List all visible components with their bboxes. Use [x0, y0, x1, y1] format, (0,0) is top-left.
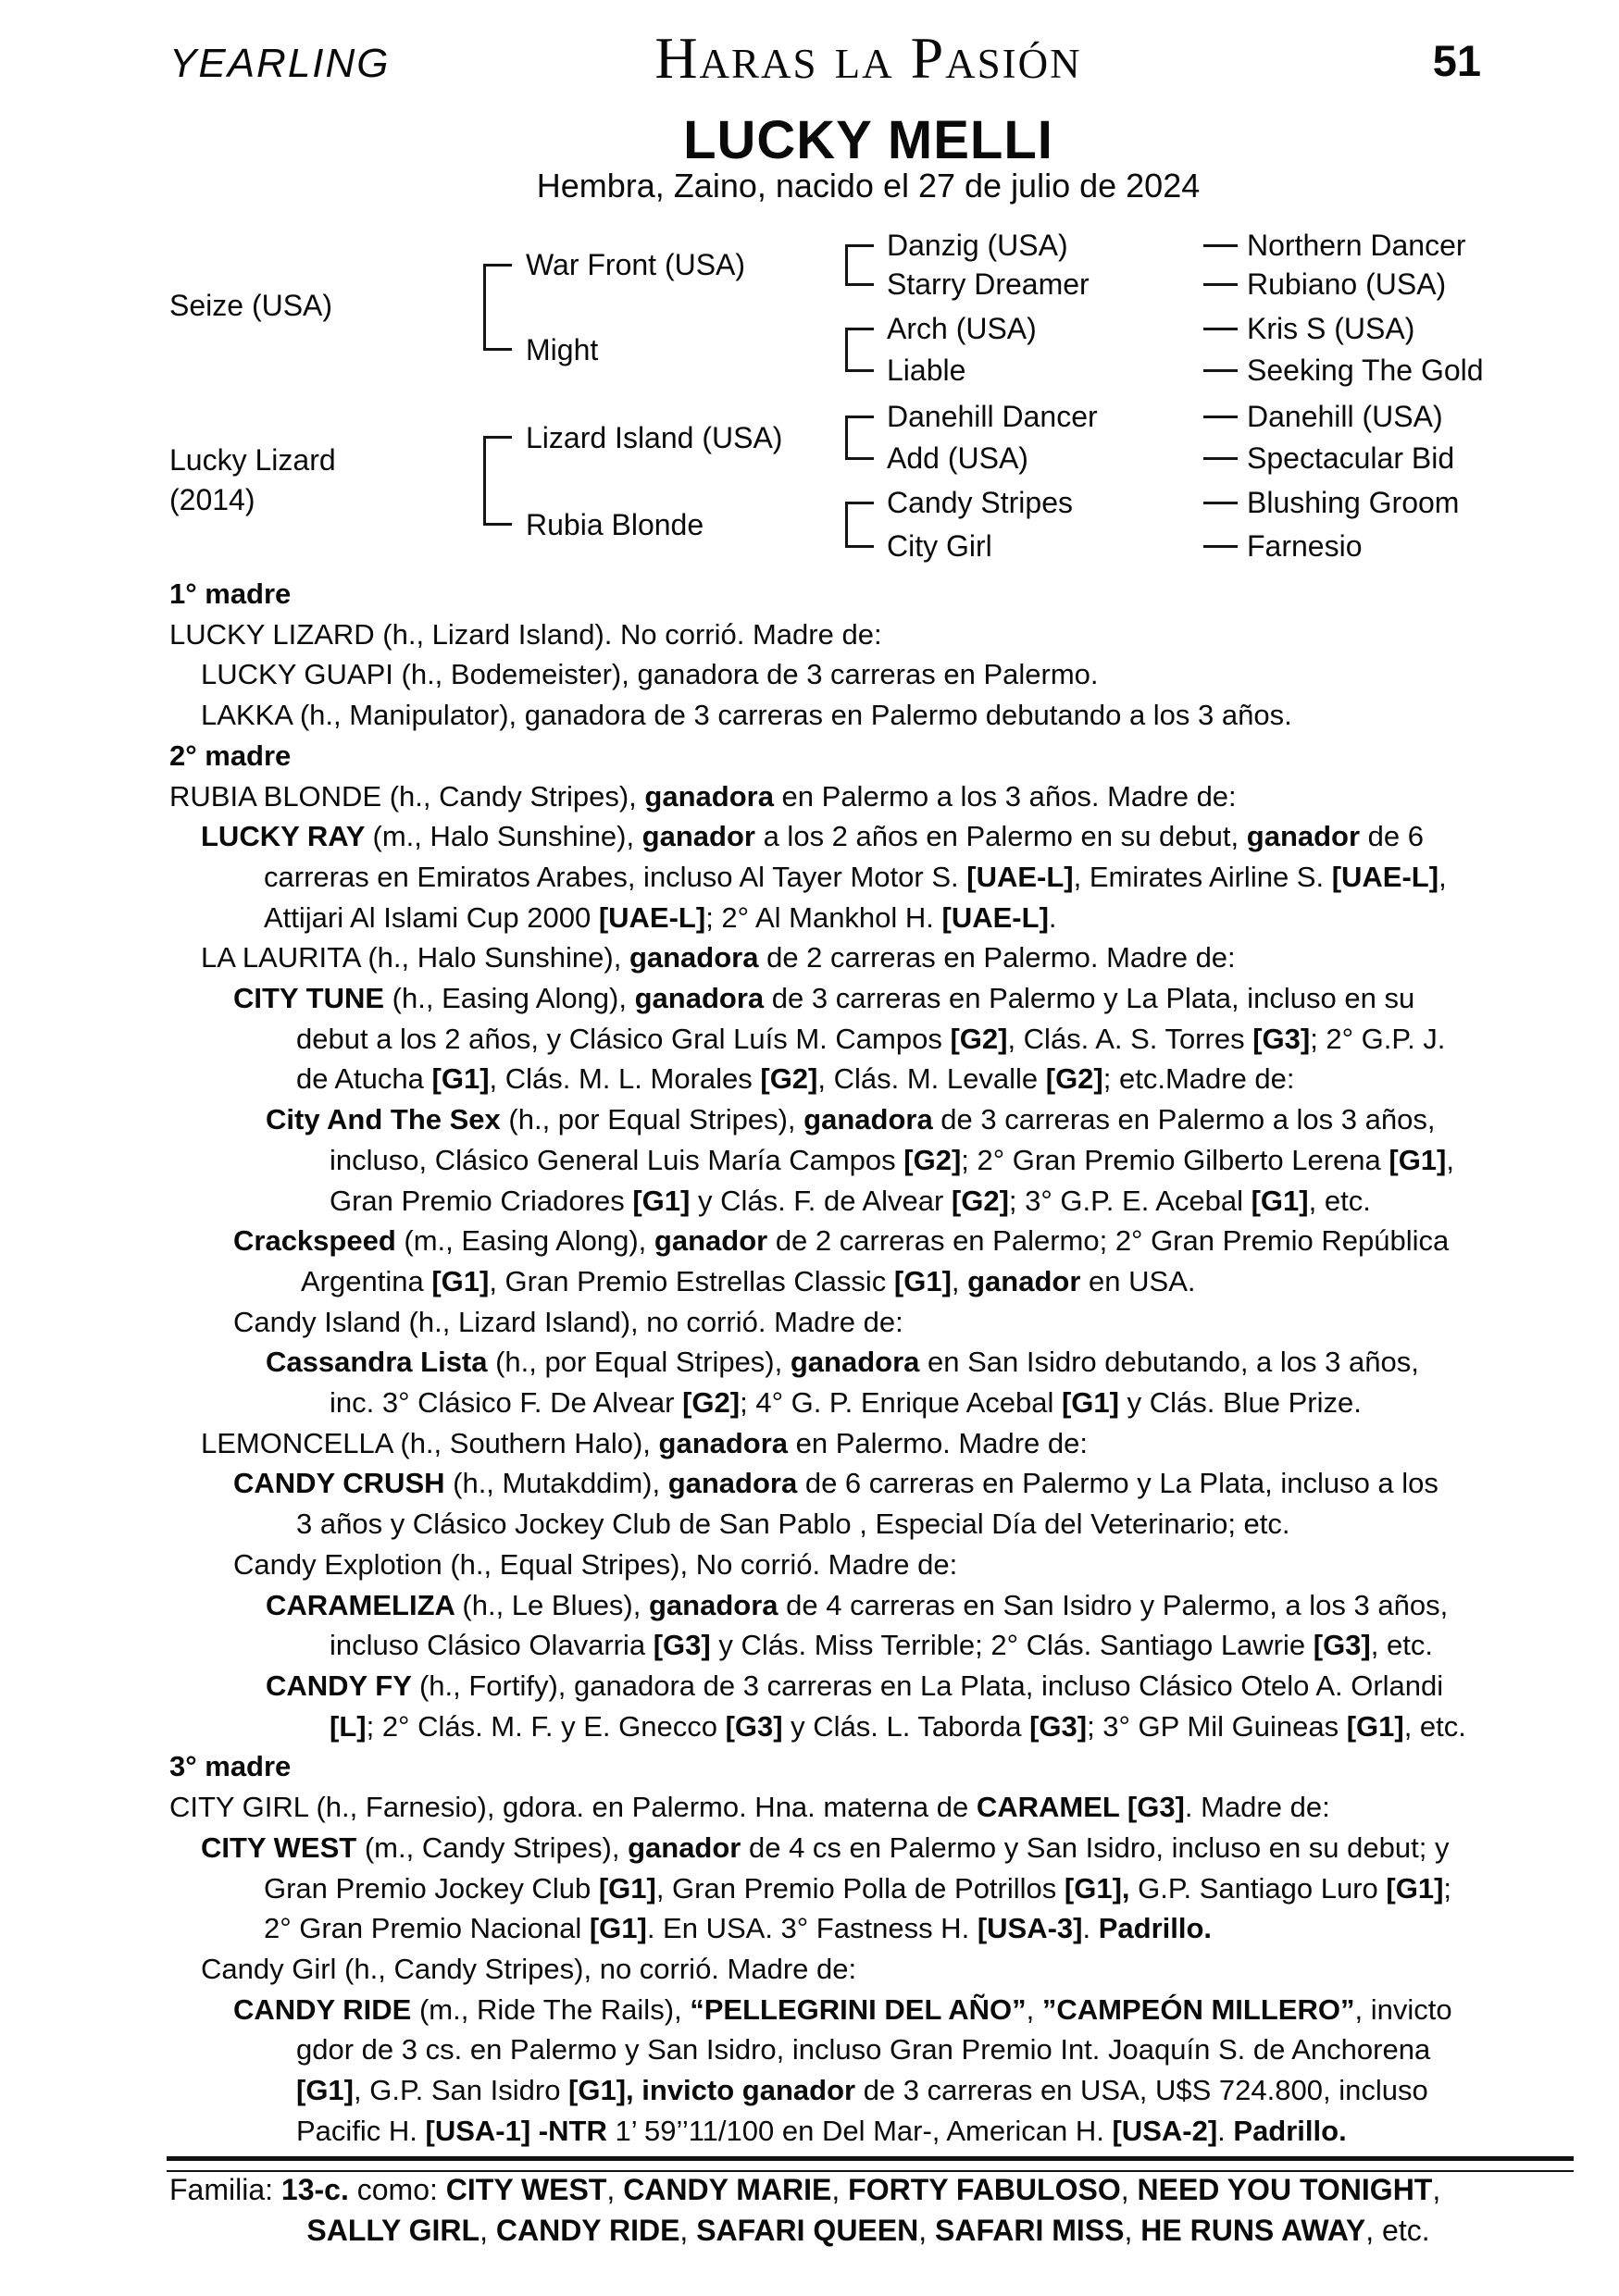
text-segment: de 2 carreras en Palermo. Madre de: — [758, 941, 1236, 974]
text-segment: [L] — [330, 1709, 367, 1743]
text-segment: , — [1120, 2173, 1138, 2206]
text-segment: [G1] — [598, 1871, 656, 1905]
bracket-line — [845, 416, 848, 458]
text-segment: ganadora — [803, 1103, 933, 1136]
dash-line — [1203, 416, 1238, 418]
text-segment: ganadora — [790, 1346, 920, 1379]
text-segment: en USA. — [1080, 1264, 1196, 1297]
text-segment: incluso, Clásico General Luis María Campos — [330, 1143, 904, 1176]
body-line — [296, 1059, 1595, 1099]
text-segment: Crackspeed — [233, 1224, 405, 1258]
text-segment: [G3] — [725, 1709, 783, 1743]
text-segment: , — [1026, 1992, 1042, 2026]
text-segment: y Clás. F. de Alvear — [690, 1184, 952, 1217]
body-line — [330, 1625, 1595, 1666]
pedigree-name: War Front (USA) — [526, 248, 746, 281]
text-segment: [UAE-L] — [966, 860, 1074, 893]
body-line — [201, 937, 1595, 978]
text-segment: 3 años y Clásico Jockey Club de San Pablo , Especial Día del Veterinario; etc. — [296, 1508, 1290, 1541]
text-segment: , invicto — [1354, 1992, 1452, 2026]
text-segment: Attijari Al Islami Cup 2000 — [264, 900, 599, 934]
text-segment: [G2] — [682, 1386, 741, 1420]
page-number: 51 — [1432, 36, 1481, 85]
bracket-line — [483, 438, 486, 525]
text-segment: Cassandra Lista — [266, 1346, 496, 1379]
text-segment: [G1], — [1064, 1871, 1130, 1905]
text-segment: , Gran Premio Polla de Potrillos — [655, 1871, 1065, 1905]
body-line — [233, 1221, 1595, 1261]
text-segment: NEED YOU TONIGHT — [1137, 2173, 1433, 2206]
text-segment: , — [1438, 860, 1447, 893]
text-segment: Candy Explotion (h., Equal Stripes), No corrió. Madre de: — [233, 1547, 958, 1581]
text-segment: , — [679, 2214, 697, 2247]
dash-line — [1203, 328, 1238, 330]
text-segment: [USA-3] — [977, 1912, 1083, 1945]
text-segment: [G1] — [1389, 1143, 1447, 1176]
text-segment: [G2] — [950, 1022, 1008, 1055]
text-segment: . Madre de: — [1184, 1791, 1330, 1824]
bracket-tick — [845, 545, 874, 548]
text-segment: [G3] — [1313, 1629, 1371, 1662]
text-segment: (h., por Equal Stripes), — [508, 1103, 804, 1136]
body-line — [296, 2111, 1595, 2152]
body-line — [233, 1545, 1595, 1585]
text-segment: [G1] — [1061, 1386, 1119, 1420]
pedigree-name: Starry Dreamer — [887, 267, 1090, 301]
text-segment: como: — [348, 2173, 446, 2206]
text-segment: . — [1048, 900, 1057, 934]
body-line — [233, 1990, 1595, 2030]
body-line — [296, 1019, 1595, 1060]
text-segment: 1° madre — [169, 577, 292, 610]
body-line — [201, 654, 1595, 695]
bracket-tick — [845, 457, 874, 460]
bracket-tick — [845, 283, 874, 286]
text-segment: ganador — [967, 1264, 1081, 1297]
dash-line — [1203, 244, 1238, 247]
text-segment: incluso Clásico Olavarria — [330, 1629, 654, 1662]
bracket-line — [845, 245, 848, 284]
text-segment: ganadora — [648, 1588, 778, 1621]
bracket-tick — [483, 436, 512, 439]
text-segment: CARAMEL [G3] — [976, 1791, 1185, 1824]
text-segment: [G2] — [760, 1062, 818, 1096]
text-segment: de Atucha — [296, 1062, 432, 1096]
text-segment: [G2] — [951, 1184, 1009, 1217]
text-segment: de 4 cs en Palermo y San Isidro, incluso en su debut; y — [741, 1831, 1450, 1864]
bracket-line — [483, 265, 486, 350]
pedigree-name: Seize (USA) — [169, 289, 333, 322]
text-segment: , — [918, 2214, 935, 2247]
text-segment: Familia: — [169, 2173, 281, 2206]
family-line — [169, 2169, 1567, 2210]
text-segment: LUCKY RAY — [201, 820, 373, 853]
text-segment: (m., Halo Sunshine), — [372, 820, 642, 853]
text-segment: CANDY MARIE — [623, 2173, 832, 2206]
pedigree-name: Add (USA) — [887, 441, 1028, 475]
body-line — [330, 1383, 1595, 1423]
text-segment: [G1] — [632, 1184, 691, 1217]
text-segment: , — [606, 2173, 624, 2206]
body-line — [266, 1585, 1595, 1626]
text-segment: [G1] — [1251, 1184, 1309, 1217]
text-segment: [G2] — [903, 1143, 962, 1176]
farm-name: Haras la Pasión — [654, 25, 1082, 91]
bracket-line — [845, 329, 848, 370]
text-segment: y Clás. Miss Terrible; 2° Clás. Santiago Lawrie — [710, 1629, 1314, 1662]
text-segment: ; 4° G. P. Enrique Acebal — [740, 1386, 1062, 1420]
body-line — [264, 1908, 1595, 1949]
text-segment: 3° madre — [169, 1750, 292, 1783]
text-segment: , Clás. A. S. Torres — [1007, 1022, 1253, 1055]
section-label: YEARLING — [169, 41, 391, 86]
text-segment: Candy Girl (h., Candy Stripes), no corrió. Madre de: — [201, 1952, 857, 1985]
body-line — [296, 2070, 1595, 2111]
text-segment: , Clás. M. Levalle — [817, 1062, 1046, 1096]
text-segment: 2° madre — [169, 738, 292, 772]
text-segment: . — [1217, 2114, 1234, 2147]
pedigree-name: City Girl — [887, 529, 992, 563]
text-segment: [G1] — [431, 1062, 490, 1096]
body-line — [169, 614, 1595, 655]
body-line — [301, 1261, 1595, 1302]
text-segment: CARAMELIZA — [266, 1588, 463, 1621]
text-segment: ganador — [1246, 820, 1361, 853]
body-line — [296, 1504, 1595, 1545]
text-segment: [G1] — [1386, 1871, 1444, 1905]
pedigree-name: Spectacular Bid — [1247, 441, 1455, 475]
dash-line — [1203, 283, 1238, 286]
text-segment: de 4 carreras en San Isidro y Palermo, a los 3 años, — [778, 1588, 1449, 1621]
pedigree-name: Rubia Blonde — [526, 507, 704, 541]
body-line — [264, 898, 1595, 938]
text-segment: Padrillo. — [1098, 1912, 1213, 1945]
text-segment: SAFARI MISS — [935, 2214, 1125, 2247]
body-line — [169, 736, 1595, 776]
text-segment: de 6 — [1360, 820, 1425, 853]
pedigree-name: Danehill (USA) — [1247, 400, 1443, 433]
text-segment: Gran Premio Criadores — [330, 1184, 633, 1217]
text-segment: debut a los 2 años, y Clásico Gral Luís M. Campos — [296, 1022, 951, 1055]
bracket-tick — [483, 523, 512, 526]
text-segment: de 3 carreras en USA, U$S 724.800, incluso — [855, 2074, 1428, 2107]
body-line — [201, 1828, 1595, 1868]
text-segment: (h., por Equal Stripes), — [495, 1346, 791, 1379]
text-segment: RUBIA BLONDE (h., Candy Stripes), — [169, 779, 645, 813]
body-line — [264, 1868, 1595, 1909]
text-segment: 1’ 59’’11/100 en Del Mar-, American H. — [606, 2114, 1113, 2147]
text-segment: (h., Easing Along), — [392, 982, 635, 1015]
text-segment: ; 3° GP Mil Guineas — [1087, 1709, 1347, 1743]
body-line — [233, 1463, 1595, 1504]
bracket-tick — [845, 328, 874, 330]
text-segment: [UAE-L] — [1331, 860, 1439, 893]
bracket-tick — [845, 369, 874, 372]
text-segment: . — [1082, 1912, 1099, 1945]
text-segment: , Clás. M. L. Morales — [489, 1062, 761, 1096]
text-segment: , etc. — [1370, 1629, 1433, 1662]
text-segment: , Gran Premio Estrellas Classic — [489, 1264, 894, 1297]
pedigree-name: Danzig (USA) — [887, 229, 1068, 262]
text-segment: CITY WEST — [201, 1831, 365, 1864]
text-segment: Gran Premio Jockey Club — [264, 1871, 599, 1905]
body-line — [264, 857, 1595, 898]
pedigree-name-line: Lucky Lizard — [169, 443, 336, 477]
body-line — [201, 1949, 1595, 1990]
pedigree-name: Rubiano (USA) — [1247, 267, 1447, 301]
pedigree-name: Seeking The Gold — [1247, 354, 1484, 387]
text-segment: SAFARI QUEEN — [696, 2214, 919, 2247]
text-segment: ganadora — [658, 1426, 789, 1459]
bracket-tick — [845, 502, 874, 504]
bracket-tick — [845, 244, 874, 247]
text-segment: 13-c. — [280, 2173, 349, 2206]
text-segment: ; 2° Gran Premio Gilberto Lerena — [961, 1143, 1389, 1176]
pedigree-notes — [169, 574, 1595, 2151]
text-segment: ganadora — [644, 779, 774, 813]
horse-name: LUCKY MELLI — [683, 110, 1053, 170]
text-segment: gdor de 3 cs. en Palermo y San Isidro, incluso Gran Premio Int. Joaquín S. de Anchorena — [296, 2033, 1431, 2066]
text-segment: [G1] — [296, 2074, 354, 2107]
text-segment: LUCKY LIZARD (h., Lizard Island). No corrió. Madre de: — [169, 617, 882, 651]
body-line — [201, 1423, 1595, 1464]
bracket-tick — [483, 264, 512, 267]
text-segment: , etc. — [1403, 1709, 1466, 1743]
dash-line — [1203, 545, 1238, 548]
body-line — [233, 1302, 1595, 1343]
pedigree-name: Farnesio — [1247, 529, 1363, 563]
text-segment: en San Isidro debutando, a los 3 años, — [919, 1346, 1419, 1379]
text-segment: LEMONCELLA (h., Southern Halo), — [201, 1426, 659, 1459]
text-segment: ”CAMPEÓN MILLERO” — [1041, 1992, 1355, 2026]
text-segment: y Clás. L. Taborda — [782, 1709, 1030, 1743]
body-line — [201, 695, 1595, 736]
body-line — [330, 1140, 1595, 1181]
text-segment: LAKKA (h., Manipulator), ganadora de 3 carreras en Palermo debutando a los 3 años. — [201, 699, 1292, 732]
text-segment: HE RUNS AWAY — [1140, 2214, 1366, 2247]
text-segment: 2° Gran Premio Nacional — [264, 1912, 590, 1945]
text-segment: [USA-1] -NTR — [425, 2114, 607, 2147]
body-line — [169, 776, 1595, 817]
pedigree-name: Danehill Dancer — [887, 400, 1098, 433]
text-segment: ; 2° G.P. J. — [1310, 1022, 1446, 1055]
text-segment: ganadora — [667, 1467, 798, 1500]
text-segment: , — [831, 2173, 849, 2206]
text-segment: (h., Fortify), ganadora de 3 carreras en La Plata, incluso Clásico Otelo A. Orlandi — [418, 1669, 1444, 1702]
text-segment: , — [1432, 2173, 1441, 2206]
horse-details: Hembra, Zaino, nacido el 27 de julio de 2024 — [536, 167, 1201, 205]
body-line — [296, 2029, 1595, 2070]
body-line — [266, 1099, 1595, 1140]
text-segment: , — [479, 2214, 496, 2247]
bracket-tick — [845, 416, 874, 418]
text-segment: ; 3° G.P. E. Acebal — [1008, 1184, 1252, 1217]
text-segment: CITY GIRL (h., Farnesio), gdora. en Palermo. Hna. materna de — [169, 1791, 977, 1824]
text-segment: City And The Sex — [266, 1103, 509, 1136]
text-segment: [G3] — [1252, 1022, 1311, 1055]
text-segment: ; 2° Clás. M. F. y E. Gnecco — [366, 1709, 726, 1743]
body-line — [169, 1787, 1595, 1828]
text-segment: (h., Le Blues), — [462, 1588, 649, 1621]
family-line — [169, 2210, 1567, 2251]
text-segment: LA LAURITA (h., Halo Sunshine), — [201, 941, 629, 974]
bracket-line — [845, 503, 848, 546]
body-line — [169, 574, 1595, 614]
text-segment: en Palermo a los 3 años. Madre de: — [773, 779, 1237, 813]
text-segment: ; 2° Al Mankhol H. — [705, 900, 942, 934]
text-segment: [UAE-L] — [941, 900, 1049, 934]
text-segment: ; — [1443, 1871, 1452, 1905]
text-segment: carreras en Emiratos Arabes, incluso Al Tayer Motor S. — [264, 860, 967, 893]
text-segment: [UAE-L] — [598, 900, 706, 934]
text-segment: , etc. — [1308, 1184, 1371, 1217]
text-segment: G.P. Santiago Luro — [1129, 1871, 1387, 1905]
text-segment: [G1] — [589, 1912, 647, 1945]
text-segment: , — [1446, 1143, 1454, 1176]
body-line — [330, 1706, 1595, 1747]
text-segment: “PELLEGRINI DEL AÑO” — [690, 1992, 1027, 2026]
pedigree-name: Lizard Island (USA) — [526, 420, 783, 454]
text-segment: LUCKY GUAPI (h., Bodemeister), ganadora de 3 carreras en Palermo. — [201, 658, 1099, 691]
body-line — [330, 1181, 1595, 1222]
text-segment: de 3 carreras en Palermo a los 3 años, — [932, 1103, 1436, 1136]
pedigree-name: Might — [526, 332, 599, 366]
text-segment: [G1] — [1346, 1709, 1404, 1743]
text-segment: (m., Candy Stripes), — [364, 1831, 629, 1864]
text-segment: inc. 3° Clásico F. De Alvear — [330, 1386, 683, 1420]
text-segment: [G1], invicto ganador — [568, 2074, 856, 2107]
text-segment: de 2 carreras en Palermo; 2° Gran Premio República — [767, 1224, 1450, 1258]
text-segment: de 3 carreras en Palermo y La Plata, incluso en su — [764, 982, 1415, 1015]
text-segment: , G.P. San Isidro — [354, 2074, 569, 2107]
text-segment: [USA-2] — [1112, 2114, 1218, 2147]
dash-line — [1203, 369, 1238, 372]
pedigree-name: Blushing Groom — [1247, 486, 1460, 519]
text-segment: ganador — [654, 1224, 768, 1258]
text-segment: , — [951, 1264, 968, 1297]
text-segment: ganadora — [629, 941, 759, 974]
text-segment: ganador — [628, 1831, 741, 1864]
text-segment: CITY TUNE — [233, 982, 392, 1015]
text-segment: FORTY FABULOSO — [848, 2173, 1121, 2206]
text-segment: ganadora — [634, 982, 765, 1015]
text-segment: CANDY FY — [266, 1669, 419, 1702]
text-segment: Padrillo. — [1233, 2114, 1347, 2147]
text-segment: . En USA. 3° Fastness H. — [646, 1912, 978, 1945]
text-segment: [G3] — [1029, 1709, 1088, 1743]
text-segment: ; etc.Madre de: — [1102, 1062, 1295, 1096]
body-line — [266, 1666, 1595, 1706]
pedigree-name: Northern Dancer — [1247, 229, 1466, 262]
pedigree-name-line: (2014) — [169, 483, 255, 516]
text-segment: Pacific H. — [296, 2114, 426, 2147]
text-segment: CANDY RIDE — [495, 2214, 680, 2247]
text-segment: [G2] — [1045, 1062, 1103, 1096]
pedigree-chart — [0, 0, 1619, 592]
pedigree-name: Candy Stripes — [887, 486, 1073, 519]
text-segment: , etc. — [1365, 2214, 1430, 2247]
text-segment: [G1] — [893, 1264, 952, 1297]
text-segment: SALLY GIRL — [306, 2214, 480, 2247]
text-segment: (m., Easing Along), — [404, 1224, 654, 1258]
body-line — [233, 978, 1595, 1019]
text-segment: CANDY CRUSH — [233, 1467, 454, 1500]
text-segment: y Clás. Blue Prize. — [1118, 1386, 1362, 1420]
dash-line — [1203, 457, 1238, 460]
text-segment: [G3] — [653, 1629, 711, 1662]
text-segment: [G1] — [431, 1264, 490, 1297]
text-segment: CANDY RIDE — [233, 1992, 419, 2026]
text-segment: de 6 carreras en Palermo y La Plata, incluso a los — [797, 1467, 1438, 1500]
pedigree-name: Arch (USA) — [887, 312, 1037, 345]
text-segment: a los 2 años en Palermo en su debut, — [754, 820, 1247, 853]
text-segment: en Palermo. Madre de: — [788, 1426, 1088, 1459]
text-segment: CITY WEST — [445, 2173, 607, 2206]
dash-line — [1203, 502, 1238, 504]
text-segment: Argentina — [301, 1264, 432, 1297]
text-segment: ganador — [641, 820, 755, 853]
bracket-tick — [483, 348, 512, 351]
pedigree-name: Kris S (USA) — [1247, 312, 1415, 345]
text-segment: , Emirates Airline S. — [1073, 860, 1332, 893]
text-segment: Candy Island (h., Lizard Island), no corrió. Madre de: — [233, 1305, 903, 1338]
pedigree-name — [169, 441, 336, 520]
family-note — [169, 2169, 1567, 2251]
text-segment: , — [1124, 2214, 1141, 2247]
body-line — [266, 1342, 1595, 1383]
body-line — [201, 816, 1595, 857]
text-segment: (m., Ride The Rails), — [418, 1992, 691, 2026]
body-line — [169, 1746, 1595, 1787]
text-segment: (h., Mutakddim), — [453, 1467, 668, 1500]
pedigree-name: Liable — [887, 354, 966, 387]
